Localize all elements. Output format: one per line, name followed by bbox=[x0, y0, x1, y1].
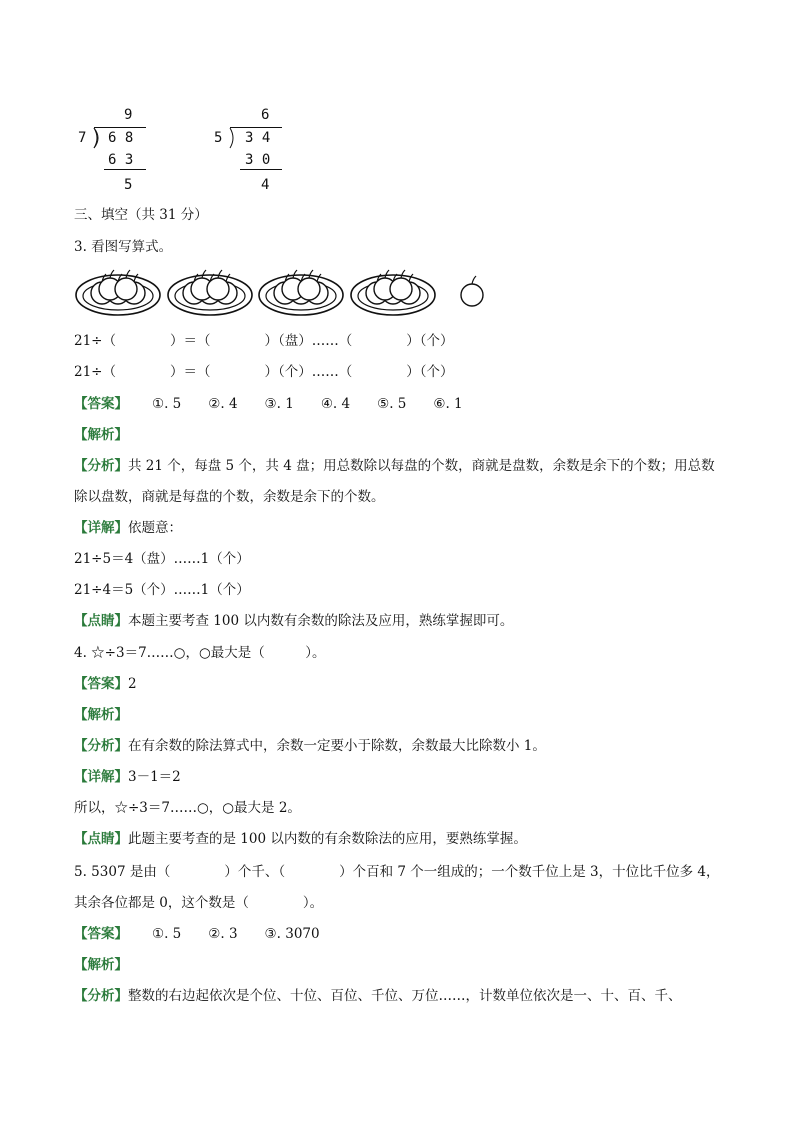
q3-equation-2: 21÷（ ）＝（ ）（个）……（ ）（个） bbox=[74, 364, 454, 380]
dianjing-label: 【点睛】 bbox=[74, 831, 128, 847]
quotient: 9 bbox=[124, 107, 133, 123]
plate-1 bbox=[76, 270, 160, 315]
section-title: 三、填空（共 31 分） bbox=[74, 207, 208, 223]
fenxi-text: 在有余数的除法算式中，余数一定要小于除数，余数最大比除数小 1。 bbox=[128, 738, 546, 754]
fenxi-text: 整数的右边起依次是个位、十位、百位、千位、万位……，计数单位依次是一、十、百、千、 bbox=[128, 988, 682, 1004]
apple-plates-illustration bbox=[72, 265, 502, 323]
q3-fenxi-1 bbox=[74, 456, 715, 476]
q3-fenxi-2: 除以盘数，商就是每盘的个数，余数是余下的个数。 bbox=[74, 489, 385, 505]
dianjing-label: 【点睛】 bbox=[74, 613, 128, 629]
dividend: 6 8 bbox=[108, 130, 134, 146]
q3-calc-2: 21÷4＝5（个）……1（个） bbox=[74, 582, 250, 598]
q4-fenxi bbox=[74, 736, 546, 756]
xiangjie-label: 【详解】 bbox=[74, 520, 128, 536]
answer-label: 【答案】 bbox=[74, 676, 128, 692]
q4-title: 4. ☆÷3＝7……○，○最大是（ ）。 bbox=[74, 645, 326, 661]
q5-title-1: 5. 5307 是由（ ）个千、（ ）个百和 7 个一组成的；一个数千位上是 3，十位比千位多 4， bbox=[74, 864, 720, 880]
dianjing-text: 本题主要考查 100 以内数有余数的除法及应用，熟练掌握即可。 bbox=[128, 613, 514, 629]
q5-fenxi bbox=[74, 986, 682, 1006]
product: 6 3 bbox=[108, 152, 134, 168]
q4-answer bbox=[74, 674, 137, 694]
answer-label: 【答案】 bbox=[74, 926, 128, 942]
q4-conclusion: 所以，☆÷3＝7……○，○最大是 2。 bbox=[74, 800, 301, 816]
answer-text: 2 bbox=[128, 676, 137, 692]
product: 3 0 bbox=[245, 152, 271, 168]
q3-answer bbox=[74, 394, 463, 414]
dianjing-text: 此题主要考查的是 100 以内数的有余数除法的应用，要熟练掌握。 bbox=[128, 831, 527, 847]
fenxi-label: 【分析】 bbox=[74, 738, 128, 754]
q3-dianjing bbox=[74, 611, 513, 631]
fenxi-label: 【分析】 bbox=[74, 458, 128, 474]
q3-title: 3. 看图写算式。 bbox=[74, 239, 173, 255]
plate-4 bbox=[351, 270, 435, 315]
q5-title-2: 其余各位都是 0，这个数是（ ）。 bbox=[74, 895, 324, 911]
plate-3 bbox=[259, 270, 343, 315]
single-apple bbox=[461, 276, 483, 306]
division-bracket bbox=[226, 124, 286, 172]
fenxi-label: 【分析】 bbox=[74, 988, 128, 1004]
xiangjie-label: 【详解】 bbox=[74, 769, 128, 785]
dividend: 3 4 bbox=[245, 130, 271, 146]
divisor: 7 bbox=[78, 130, 87, 146]
xiangjie-text: 3－1＝2 bbox=[128, 769, 181, 785]
q4-dianjing bbox=[74, 829, 527, 849]
q5-jiexi: 【解析】 bbox=[74, 957, 128, 973]
q4-jiexi: 【解析】 bbox=[74, 707, 128, 723]
q3-calc-1: 21÷5＝4（盘）……1（个） bbox=[74, 551, 250, 567]
xiangjie-text: 依题意： bbox=[128, 520, 182, 536]
q3-equation-1: 21÷（ ）＝（ ）（盘）……（ ）（个） bbox=[74, 333, 454, 349]
remainder: 5 bbox=[124, 177, 133, 193]
answer-label: 【答案】 bbox=[74, 396, 128, 412]
q5-answer bbox=[74, 924, 320, 944]
answer-text: ①. 5 ②. 4 ③. 1 ④. 4 ⑤. 5 ⑥. 1 bbox=[152, 396, 463, 412]
quotient: 6 bbox=[261, 107, 270, 123]
q4-xiangjie bbox=[74, 767, 181, 787]
remainder: 4 bbox=[261, 177, 270, 193]
plate-2 bbox=[168, 270, 252, 315]
q3-xiangjie bbox=[74, 518, 182, 538]
q3-jiexi: 【解析】 bbox=[74, 427, 128, 443]
divisor: 5 bbox=[214, 130, 223, 146]
division-bracket bbox=[90, 124, 150, 172]
answer-text: ①. 5 ②. 3 ③. 3070 bbox=[152, 926, 320, 942]
fenxi-text: 共 21 个，每盘 5 个，共 4 盘；用总数除以每盘的个数，商就是盘数，余数是余下的个数；用总数 bbox=[128, 458, 715, 474]
